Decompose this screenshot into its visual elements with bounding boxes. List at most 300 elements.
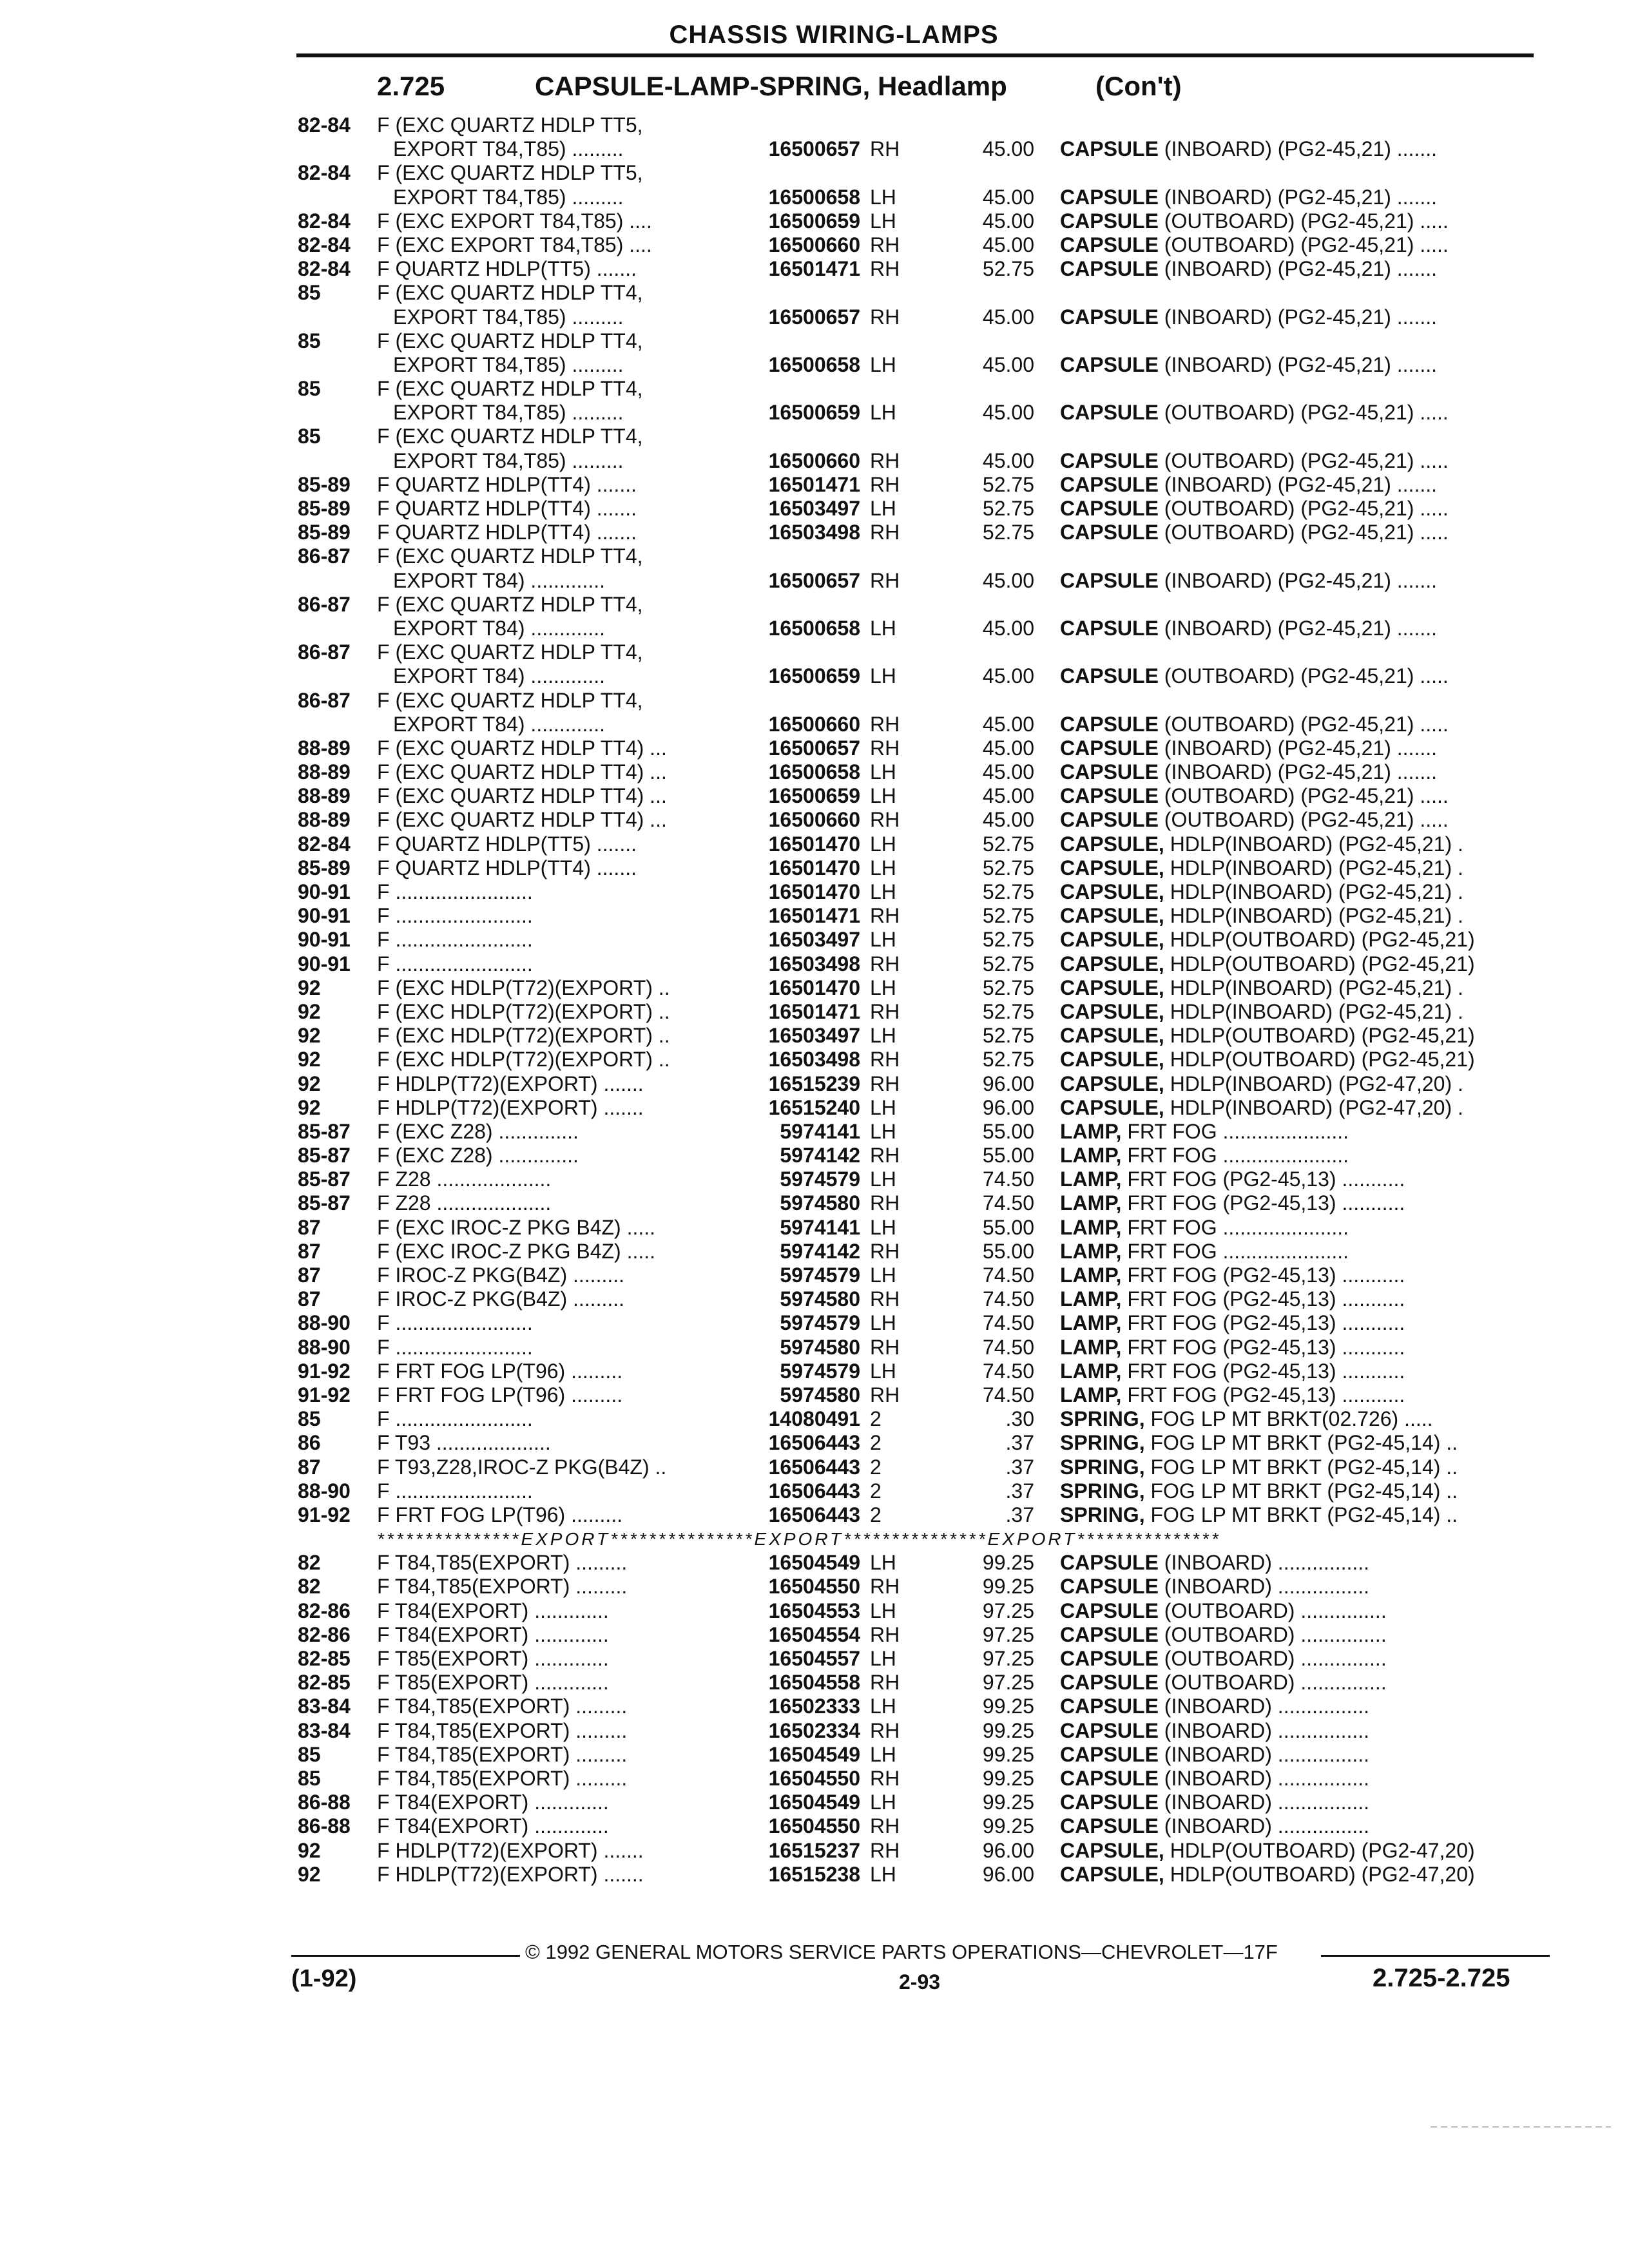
part-name-bold: CAPSULE: [1060, 1742, 1159, 1766]
table-row: [0, 425, 1629, 448]
part-name-cell: [1060, 473, 1537, 497]
part-name-bold: SPRING,: [1060, 1503, 1145, 1526]
price-cell: 45.00: [982, 209, 1034, 233]
part-name-detail: (OUTBOARD) (PG2-45,21) .....: [1158, 521, 1449, 544]
description-cell: F HDLP(T72)(EXPORT) .......: [377, 1862, 644, 1886]
price-cell: 97.25: [982, 1647, 1034, 1670]
part-name-detail: HDLP(OUTBOARD) (PG2-45,21): [1164, 928, 1475, 952]
part-number-cell: 16501471: [768, 999, 860, 1023]
price-cell: 52.75: [982, 257, 1034, 281]
table-row: [0, 1456, 1629, 1479]
price-cell: 45.00: [982, 568, 1034, 592]
part-name-detail: (INBOARD) ................: [1158, 1575, 1370, 1599]
quantity-cell: LH: [870, 880, 896, 903]
part-name-cell: [1060, 1336, 1537, 1360]
table-row: [0, 808, 1629, 832]
part-name-detail: (INBOARD) ................: [1158, 1718, 1370, 1742]
part-name-detail: FRT FOG (PG2-45,13) ...........: [1121, 1335, 1405, 1359]
part-name-cell: [1060, 1000, 1537, 1024]
year-cell: 86-87: [298, 544, 351, 568]
year-cell: 86: [298, 1431, 321, 1455]
table-row: [0, 161, 1629, 185]
scan-artifact: [1431, 2126, 1611, 2128]
part-name-bold: SPRING,: [1060, 1431, 1145, 1455]
part-name-bold: CAPSULE: [1060, 521, 1159, 544]
part-name-cell: [1060, 1216, 1537, 1240]
quantity-cell: LH: [870, 1599, 896, 1622]
part-number-cell: 16504557: [768, 1647, 860, 1670]
part-name-bold: CAPSULE: [1060, 497, 1159, 520]
description-cell: F T84,T85(EXPORT) .........: [377, 1742, 628, 1766]
year-cell: 88-89: [298, 760, 351, 784]
price-cell: 55.00: [982, 1144, 1034, 1168]
part-name-cell: [1060, 736, 1537, 760]
part-name-detail: (INBOARD) (PG2-45,21) .......: [1158, 352, 1437, 376]
table-row: [0, 1623, 1629, 1647]
year-cell: 82-86: [298, 1599, 351, 1622]
part-name-bold: CAPSULE: [1060, 1622, 1159, 1646]
part-name-bold: LAMP,: [1060, 1359, 1122, 1383]
part-name-detail: (OUTBOARD) (PG2-45,21) .....: [1158, 401, 1449, 425]
description-cell: F (EXC Z28) ..............: [377, 1144, 579, 1168]
part-number-cell: 16506443: [768, 1431, 860, 1455]
table-row: [0, 401, 1629, 425]
description-cell: EXPORT T84) .............: [393, 568, 605, 592]
table-row: [0, 569, 1629, 593]
year-cell: 90-91: [298, 952, 351, 975]
description-cell: F FRT FOG LP(T96) .........: [377, 1383, 623, 1407]
description-cell: F (EXC HDLP(T72)(EXPORT) ..: [377, 999, 670, 1023]
quantity-cell: 2: [870, 1431, 882, 1455]
part-name-cell: [1060, 1479, 1537, 1503]
quantity-cell: RH: [870, 1335, 900, 1359]
price-cell: .37: [1005, 1431, 1034, 1455]
part-name-detail: FRT FOG ......................: [1121, 1144, 1349, 1168]
part-name-cell: [1060, 1767, 1537, 1791]
table-row: [0, 640, 1629, 664]
table-row: [0, 305, 1629, 329]
part-name-detail: (OUTBOARD) ...............: [1158, 1599, 1387, 1622]
part-number-cell: 16503497: [768, 497, 860, 520]
part-number-cell: 16504549: [768, 1742, 860, 1766]
description-cell: F QUARTZ HDLP(TT4) .......: [377, 856, 637, 879]
year-cell: 82-84: [298, 257, 351, 281]
part-number-cell: 16500660: [768, 712, 860, 736]
quantity-cell: RH: [870, 257, 900, 281]
part-name-bold: CAPSULE,: [1060, 928, 1164, 952]
price-cell: 96.00: [982, 1072, 1034, 1095]
quantity-cell: 2: [870, 1455, 882, 1479]
price-cell: 52.75: [982, 497, 1034, 520]
description-cell: F (EXC QUARTZ HDLP TT4) ...: [377, 784, 667, 808]
part-name-detail: HDLP(OUTBOARD) (PG2-45,21): [1164, 952, 1475, 975]
table-row: [0, 1072, 1629, 1096]
price-cell: 52.75: [982, 1024, 1034, 1048]
part-number-cell: 5974579: [780, 1168, 860, 1191]
part-name-detail: (INBOARD) (PG2-45,21) .......: [1158, 305, 1437, 329]
part-name-detail: (INBOARD) (PG2-45,21) .......: [1158, 257, 1437, 281]
part-number-cell: 16500660: [768, 233, 860, 256]
description-cell: F T84,T85(EXPORT) .........: [377, 1575, 628, 1599]
part-name-cell: [1060, 1695, 1537, 1718]
year-cell: 90-91: [298, 928, 351, 952]
year-cell: 86-87: [298, 640, 351, 664]
quantity-cell: RH: [870, 1575, 900, 1599]
year-cell: 85-89: [298, 497, 351, 520]
price-cell: 52.75: [982, 952, 1034, 975]
part-number-cell: 16500658: [768, 760, 860, 784]
year-cell: 82-84: [298, 161, 351, 185]
part-name-bold: CAPSULE,: [1060, 880, 1164, 903]
description-cell: F T93,Z28,IROC-Z PKG(B4Z) ..: [377, 1455, 667, 1479]
part-number-cell: 5974580: [780, 1335, 860, 1359]
description-cell: F T84(EXPORT) .............: [377, 1814, 609, 1838]
part-number-cell: 5974579: [780, 1264, 860, 1287]
quantity-cell: RH: [870, 1072, 900, 1095]
description-cell: F ........................: [377, 928, 533, 952]
part-name-cell: [1060, 928, 1537, 952]
price-cell: 45.00: [982, 185, 1034, 209]
year-cell: 82-84: [298, 832, 351, 856]
quantity-cell: RH: [870, 1671, 900, 1695]
year-cell: 82-84: [298, 233, 351, 256]
table-row: [0, 1383, 1629, 1407]
price-cell: 45.00: [982, 401, 1034, 425]
part-name-detail: (OUTBOARD) ...............: [1158, 1647, 1387, 1670]
quantity-cell: LH: [870, 1311, 896, 1335]
part-name-cell: [1060, 1791, 1537, 1814]
quantity-cell: RH: [870, 1838, 900, 1862]
description-cell: F (EXC EXPORT T84,T85) ....: [377, 209, 652, 233]
table-row: [0, 1264, 1629, 1287]
description-cell: F T85(EXPORT) .............: [377, 1671, 609, 1695]
part-name-bold: CAPSULE: [1060, 736, 1159, 760]
quantity-cell: 2: [870, 1503, 882, 1526]
quantity-cell: LH: [870, 1862, 896, 1886]
part-number-cell: 16515238: [768, 1862, 860, 1886]
price-cell: 99.25: [982, 1695, 1034, 1718]
part-name-detail: (INBOARD) (PG2-45,21) .......: [1158, 137, 1437, 161]
part-number-cell: 5974579: [780, 1359, 860, 1383]
part-name-bold: CAPSULE: [1060, 712, 1159, 736]
table-row: [0, 1863, 1629, 1887]
part-name-detail: FOG LP MT BRKT (PG2-45,14) ..: [1144, 1479, 1458, 1503]
year-cell: 92: [298, 1862, 321, 1886]
part-name-cell: [1060, 1191, 1537, 1215]
part-name-detail: (OUTBOARD) (PG2-45,21) .....: [1158, 664, 1449, 688]
description-cell: F (EXC IROC-Z PKG B4Z) .....: [377, 1215, 656, 1239]
table-row: [0, 473, 1629, 497]
quantity-cell: LH: [870, 1024, 896, 1048]
table-row: [0, 617, 1629, 640]
price-cell: 99.25: [982, 1791, 1034, 1814]
part-name-bold: CAPSULE: [1060, 1791, 1159, 1814]
part-name-cell: [1060, 569, 1537, 593]
part-name-detail: (INBOARD) ................: [1158, 1814, 1370, 1838]
description-cell: EXPORT T84,T85) .........: [393, 401, 624, 425]
part-name-bold: CAPSULE,: [1060, 952, 1164, 975]
part-name-detail: HDLP(OUTBOARD) (PG2-47,20): [1164, 1838, 1475, 1862]
part-name-detail: FRT FOG (PG2-45,13) ...........: [1121, 1191, 1405, 1215]
footer-section-range: 2.725-2.725: [1373, 1964, 1510, 1992]
table-row: [0, 689, 1629, 713]
table-row: [0, 186, 1629, 209]
part-name-cell: [1060, 1743, 1537, 1767]
year-cell: 86-88: [298, 1814, 351, 1838]
description-cell: F HDLP(T72)(EXPORT) .......: [377, 1838, 644, 1862]
table-row: [0, 593, 1629, 617]
part-number-cell: 5974579: [780, 1311, 860, 1335]
table-row: [0, 1647, 1629, 1671]
part-name-bold: CAPSULE,: [1060, 1024, 1164, 1048]
table-row: [0, 1575, 1629, 1599]
description-cell: F (EXC HDLP(T72)(EXPORT) ..: [377, 975, 670, 999]
price-cell: 55.00: [982, 1239, 1034, 1263]
year-cell: 88-89: [298, 784, 351, 808]
description-cell: F T84(EXPORT) .............: [377, 1622, 609, 1646]
part-name-detail: FRT FOG ......................: [1121, 1239, 1349, 1263]
part-number-cell: 16500658: [768, 185, 860, 209]
part-name-detail: HDLP(OUTBOARD) (PG2-45,21): [1164, 1024, 1475, 1048]
part-name-bold: CAPSULE,: [1060, 1048, 1164, 1072]
part-name-bold: CAPSULE: [1060, 1551, 1159, 1575]
part-number-cell: 16500659: [768, 209, 860, 233]
table-row: [0, 832, 1629, 856]
table-row: [0, 713, 1629, 736]
part-number-cell: 16501470: [768, 856, 860, 879]
description-cell: F (EXC QUARTZ HDLP TT4,: [377, 377, 643, 401]
quantity-cell: LH: [870, 832, 896, 856]
price-cell: 74.50: [982, 1191, 1034, 1215]
part-number-cell: 16501470: [768, 975, 860, 999]
part-number-cell: 16500657: [768, 568, 860, 592]
description-cell: F T84,T85(EXPORT) .........: [377, 1766, 628, 1790]
part-name-detail: (INBOARD) ................: [1158, 1695, 1370, 1718]
price-cell: 96.00: [982, 1862, 1034, 1886]
quantity-cell: LH: [870, 1742, 896, 1766]
table-row: [0, 1719, 1629, 1743]
quantity-cell: RH: [870, 568, 900, 592]
quantity-cell: RH: [870, 137, 900, 161]
part-name-cell: [1060, 808, 1537, 832]
part-number-cell: 16500657: [768, 305, 860, 329]
part-name-cell: [1060, 521, 1537, 544]
price-cell: 45.00: [982, 760, 1034, 784]
price-cell: 99.25: [982, 1766, 1034, 1790]
quantity-cell: LH: [870, 401, 896, 425]
part-name-bold: CAPSULE,: [1060, 1862, 1164, 1886]
part-number-cell: 16500659: [768, 784, 860, 808]
table-row: [0, 664, 1629, 688]
footer-page-number: 2-93: [899, 1970, 941, 1994]
quantity-cell: LH: [870, 1647, 896, 1670]
part-name-bold: LAMP,: [1060, 1144, 1122, 1168]
quantity-cell: LH: [870, 1264, 896, 1287]
year-cell: 82-86: [298, 1622, 351, 1646]
part-number-cell: 16501471: [768, 472, 860, 496]
price-cell: 55.00: [982, 1215, 1034, 1239]
part-name-detail: FOG LP MT BRKT(02.726) .....: [1144, 1407, 1433, 1431]
part-number-cell: 5974580: [780, 1191, 860, 1215]
part-name-detail: (OUTBOARD) (PG2-45,21) .....: [1158, 448, 1449, 472]
price-cell: 74.50: [982, 1264, 1034, 1287]
table-row: [0, 1551, 1629, 1575]
year-cell: 85-89: [298, 472, 351, 496]
quantity-cell: RH: [870, 1766, 900, 1790]
year-cell: 92: [298, 975, 321, 999]
year-cell: 82-85: [298, 1671, 351, 1695]
part-name-cell: [1060, 353, 1537, 377]
part-name-cell: [1060, 1671, 1537, 1695]
part-name-cell: [1060, 1623, 1537, 1647]
part-name-detail: (INBOARD) ................: [1158, 1766, 1370, 1790]
quantity-cell: RH: [870, 233, 900, 256]
part-name-detail: (OUTBOARD) (PG2-45,21) .....: [1158, 808, 1449, 832]
description-cell: F T84(EXPORT) .............: [377, 1599, 609, 1622]
quantity-cell: RH: [870, 904, 900, 928]
year-cell: 85: [298, 281, 321, 305]
part-number-cell: 16503497: [768, 1024, 860, 1048]
part-name-cell: [1060, 664, 1537, 688]
quantity-cell: RH: [870, 1287, 900, 1311]
part-name-cell: [1060, 1383, 1537, 1407]
part-name-cell: [1060, 1407, 1537, 1431]
part-name-bold: CAPSULE: [1060, 808, 1159, 832]
description-cell: F ........................: [377, 1335, 533, 1359]
year-cell: 85-89: [298, 521, 351, 544]
price-cell: 99.25: [982, 1718, 1034, 1742]
part-number-cell: 16504553: [768, 1599, 860, 1622]
year-cell: 82-84: [298, 209, 351, 233]
part-name-bold: CAPSULE,: [1060, 1838, 1164, 1862]
part-name-bold: CAPSULE,: [1060, 904, 1164, 928]
table-row: [0, 1096, 1629, 1120]
year-cell: 88-90: [298, 1311, 351, 1335]
quantity-cell: RH: [870, 999, 900, 1023]
part-name-bold: CAPSULE: [1060, 1766, 1159, 1790]
part-name-cell: [1060, 1863, 1537, 1887]
description-cell: EXPORT T84,T85) .........: [393, 448, 624, 472]
description-cell: F T84,T85(EXPORT) .........: [377, 1695, 628, 1718]
part-number-cell: 5974142: [780, 1144, 860, 1168]
description-cell: F HDLP(T72)(EXPORT) .......: [377, 1095, 644, 1119]
price-cell: 45.00: [982, 616, 1034, 640]
year-cell: 83-84: [298, 1695, 351, 1718]
table-row: [0, 1287, 1629, 1311]
table-row: [0, 1024, 1629, 1048]
table-row: [0, 377, 1629, 401]
price-cell: 52.75: [982, 1048, 1034, 1072]
description-cell: F Z28 ....................: [377, 1191, 552, 1215]
part-name-detail: HDLP(OUTBOARD) (PG2-47,20): [1164, 1862, 1475, 1886]
part-name-cell: [1060, 401, 1537, 425]
part-name-detail: (OUTBOARD) ...............: [1158, 1671, 1387, 1695]
price-cell: 74.50: [982, 1168, 1034, 1191]
price-cell: 97.25: [982, 1599, 1034, 1622]
part-name-cell: [1060, 209, 1537, 233]
description-cell: F (EXC QUARTZ HDLP TT4,: [377, 688, 643, 712]
table-row: [0, 904, 1629, 928]
quantity-cell: LH: [870, 760, 896, 784]
price-cell: 97.25: [982, 1622, 1034, 1646]
quantity-cell: LH: [870, 664, 896, 688]
description-cell: F T93 ....................: [377, 1431, 551, 1455]
part-number-cell: 16504549: [768, 1551, 860, 1575]
quantity-cell: LH: [870, 616, 896, 640]
price-cell: 97.25: [982, 1671, 1034, 1695]
year-cell: 88-90: [298, 1335, 351, 1359]
description-cell: F (EXC QUARTZ HDLP TT4,: [377, 281, 643, 305]
description-cell: F (EXC Z28) ..............: [377, 1119, 579, 1143]
part-number-cell: 14080491: [768, 1407, 860, 1431]
part-number-cell: 16501471: [768, 904, 860, 928]
price-cell: 52.75: [982, 999, 1034, 1023]
price-cell: 99.25: [982, 1742, 1034, 1766]
description-cell: F ........................: [377, 1479, 533, 1503]
table-row: [0, 449, 1629, 473]
part-name-detail: (INBOARD) (PG2-45,21) .......: [1158, 616, 1437, 640]
price-cell: 45.00: [982, 233, 1034, 256]
table-row: [0, 137, 1629, 161]
description-cell: F (EXC QUARTZ HDLP TT4,: [377, 640, 643, 664]
part-number-cell: 16500657: [768, 736, 860, 760]
quantity-cell: LH: [870, 1119, 896, 1143]
part-name-cell: [1060, 1456, 1537, 1479]
price-cell: 74.50: [982, 1359, 1034, 1383]
table-row: [0, 544, 1629, 568]
year-cell: 91-92: [298, 1359, 351, 1383]
part-name-detail: (OUTBOARD) (PG2-45,21) .....: [1158, 233, 1449, 256]
part-name-bold: LAMP,: [1060, 1383, 1122, 1407]
price-cell: 52.75: [982, 472, 1034, 496]
year-cell: 85-89: [298, 856, 351, 879]
quantity-cell: RH: [870, 1239, 900, 1263]
price-cell: 45.00: [982, 712, 1034, 736]
price-cell: 74.50: [982, 1383, 1034, 1407]
part-number-cell: 16504549: [768, 1791, 860, 1814]
price-cell: .37: [1005, 1455, 1034, 1479]
part-name-cell: [1060, 1575, 1537, 1599]
quantity-cell: 2: [870, 1407, 882, 1431]
part-name-cell: [1060, 1072, 1537, 1096]
quantity-cell: RH: [870, 1814, 900, 1838]
year-cell: 85-87: [298, 1119, 351, 1143]
price-cell: 45.00: [982, 137, 1034, 161]
table-row: [0, 329, 1629, 353]
year-cell: 90-91: [298, 904, 351, 928]
table-row: [0, 952, 1629, 976]
quantity-cell: LH: [870, 1095, 896, 1119]
quantity-cell: LH: [870, 784, 896, 808]
part-number-cell: 16506443: [768, 1455, 860, 1479]
table-row: [0, 257, 1629, 281]
part-name-cell: [1060, 305, 1537, 329]
part-name-bold: LAMP,: [1060, 1264, 1122, 1287]
quantity-cell: LH: [870, 1695, 896, 1718]
year-cell: 86-87: [298, 592, 351, 616]
footer-date: (1-92): [291, 1965, 357, 1992]
part-name-bold: CAPSULE: [1060, 185, 1159, 209]
part-name-bold: CAPSULE,: [1060, 999, 1164, 1023]
description-cell: F (EXC HDLP(T72)(EXPORT) ..: [377, 1024, 670, 1048]
quantity-cell: RH: [870, 448, 900, 472]
description-cell: F T85(EXPORT) .............: [377, 1647, 609, 1670]
table-row: [0, 281, 1629, 305]
table-row: [0, 497, 1629, 521]
table-row: [0, 1599, 1629, 1623]
part-name-bold: CAPSULE: [1060, 568, 1159, 592]
description-cell: F IROC-Z PKG(B4Z) .........: [377, 1264, 625, 1287]
